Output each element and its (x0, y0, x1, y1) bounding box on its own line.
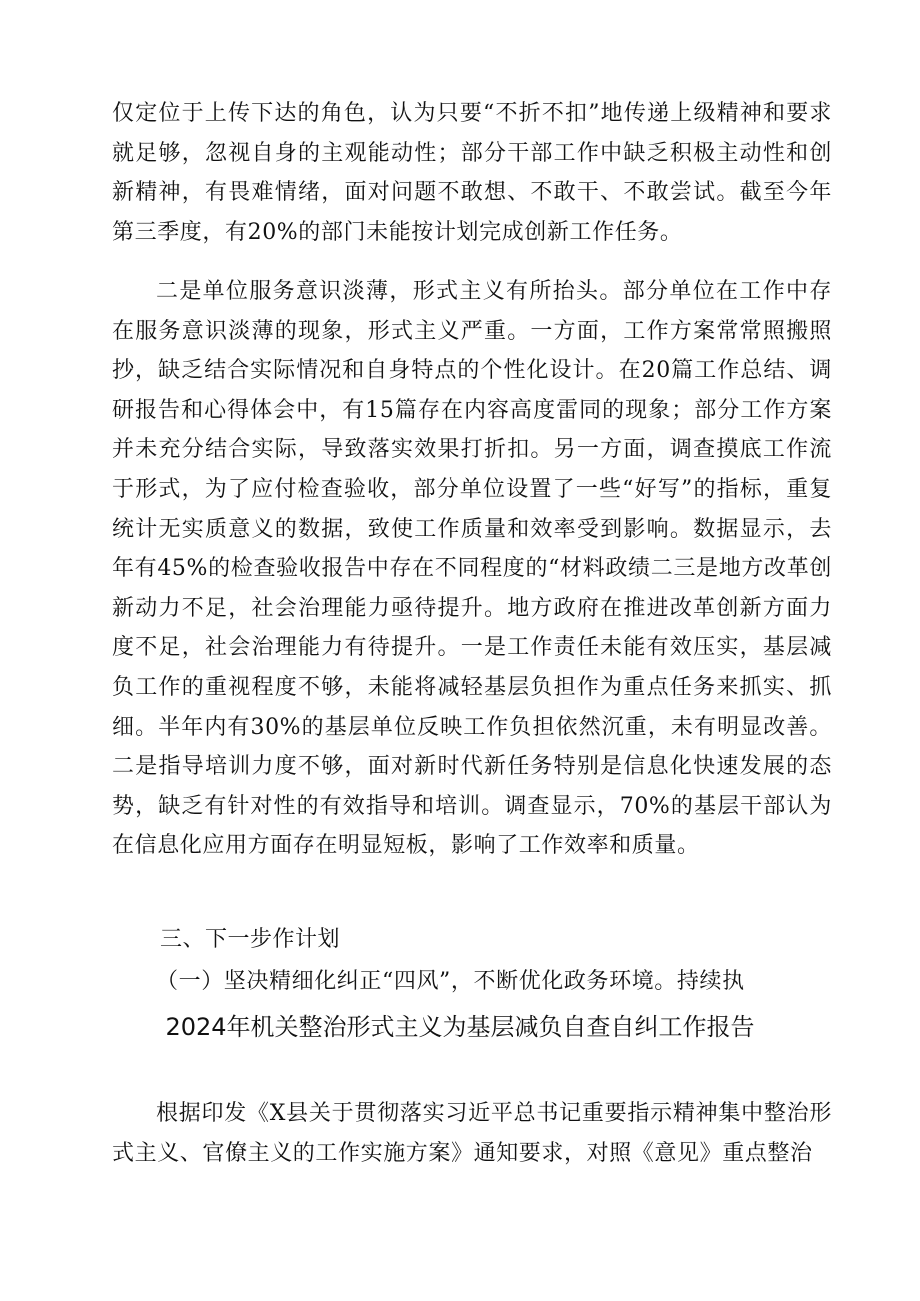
body-paragraph-4: 根据印发《X县关于贯彻落实习近平总书记重要指示精神集中整治形式主义、官僚主义的工作实施方案》通知要求，对照《意见》重点整治 (112, 1101, 832, 1166)
section-heading: 三、下一步作计划 (160, 927, 341, 952)
body-paragraph-1: 仅定位于上传下达的角色，认为只要“不折不扣”地传递上级精神和要求就足够，忽视自身的主观能动性；部分干部工作中缺乏积极主动性和创新精神，有畏难情绪，面对问题不敢想、不敢干、不敢尝试。截至今年第三季度，有20%的部门未能按计划完成创新工作任务。 (112, 101, 832, 245)
body-paragraph-2: 二是单位服务意识淡薄，形式主义有所抬头。部分单位在工作中存在服务意识淡薄的现象，形式主义严重。一方面，工作方案常常照搬照抄，缺乏结合实际情况和自身特点的个性化设计。在20篇工作总结、调研报告和心得体会中，有15篇存在内容高度雷同的现象；部分工作方案并未充分结合实际，导致落实效果打折扣。另一方面，调查摸底工作流于形式，为了应付检查验收，部分单位设置了一些“好写”的指标，重复统计无实质意义的数据，致使工作质量和效率受到影响。数据显示，去年有45%的检查验收报告中存在不同程度的“材料政绩二三是地方改革创新动力不足，社会治理能力亟待提升。地方政府在推进改革创新方面力度不足，社会治理能力有待提升。一是工作责任未能有效压实，基层减负工作的重视程度不够，未能将减轻基层负担作为重点任务来抓实、抓细。半年内有30%的基层单位反映工作负担依然沉重，未有明显改善。二是指导培训力度不够，面对新时代新任务特别是信息化快速发展的态势，缺乏有针对性的有效指导和培训。调查显示，70%的基层干部认为在信息化应用方面存在明显短板，影响了工作效率和质量。 (112, 279, 832, 859)
subsection-paragraph: （一）坚决精细化纠正“四风”，不断优化政务环境。持续执 (156, 969, 745, 994)
report-title: 2024年机关整治形式主义为基层减负自查自纠工作报告 (165, 1013, 755, 1041)
